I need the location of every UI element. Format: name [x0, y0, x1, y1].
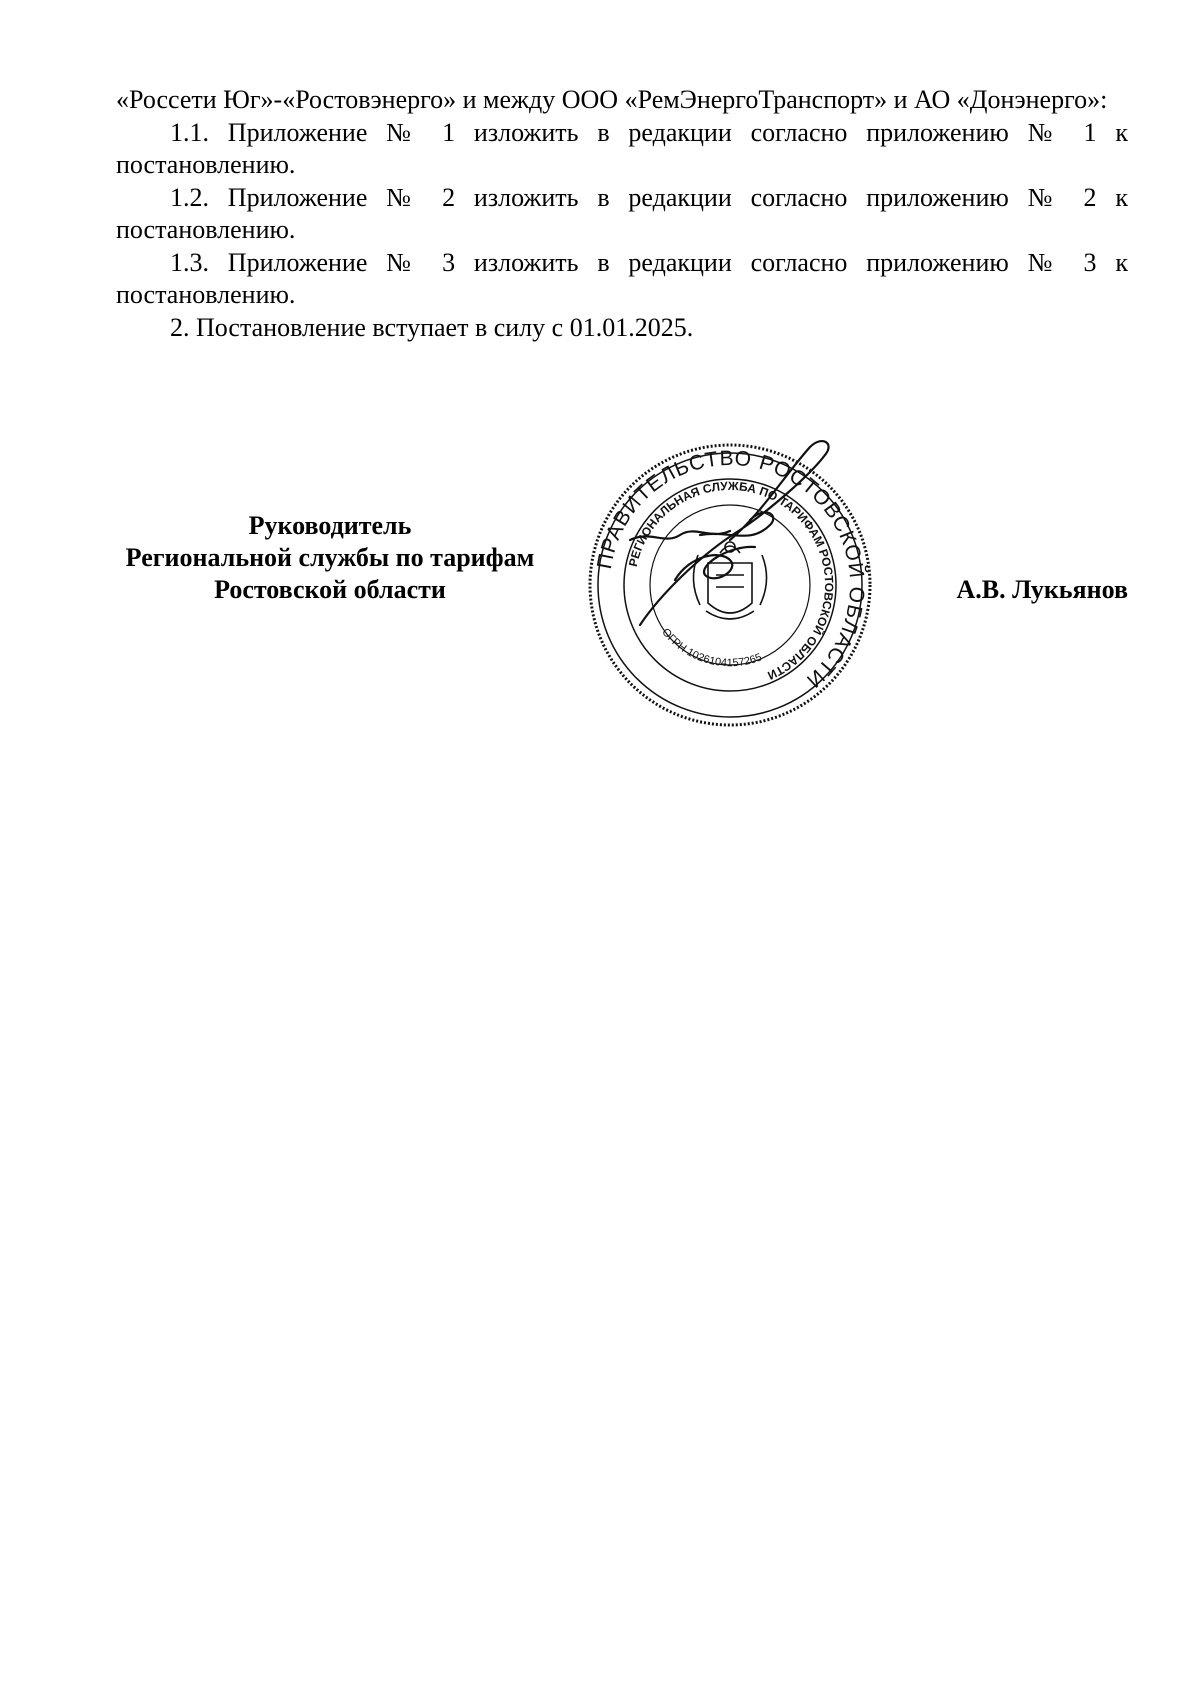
- seal-outer-text: ПРАВИТЕЛЬСТВО РОСТОВСКОЙ ОБЛАСТИ: [593, 446, 869, 693]
- signer-position: [80, 510, 580, 606]
- coat-of-arms-emblem: [693, 542, 766, 619]
- seal-inner-text: РЕГИОНАЛЬНАЯ СЛУЖБА ПО ТАРИФАМ РОСТОВСКОЙ ОБЛАСТИ: [625, 478, 837, 683]
- paragraph-item-1-2: 1.2. Приложение № 2 изложить в редакции согласно приложению № 2 к постановлению.: [116, 182, 1128, 244]
- paragraph-continuation: «Россети Юг»-«Ростовэнерго» и между ООО «РемЭнергоТранспорт» и АО «Донэнерго»:: [116, 85, 1108, 114]
- paragraph-item-2: 2. Постановление вступает в силу с 01.01.2025.: [170, 312, 694, 342]
- official-seal-with-signature: [580, 435, 880, 735]
- signer-position-line-1: Руководитель: [248, 511, 412, 540]
- signer-position-line-3: Ростовской области: [214, 575, 446, 604]
- paragraph-item-1-1: 1.1. Приложение № 1 изложить в редакции согласно приложению № 1 к постановлению.: [116, 117, 1128, 179]
- svg-text:ОГРН 1026104157265: [659, 626, 763, 669]
- document-body: [116, 84, 1128, 344]
- signer-name: А.В. Лукьянов: [956, 575, 1128, 604]
- signer-position-line-2: Региональной службы по тарифам: [125, 543, 535, 572]
- seal-ogrn-text: ОГРН 1026104157265: [659, 626, 764, 670]
- paragraph-item-1-3: 1.3. Приложение № 3 изложить в редакции согласно приложению № 3 к постановлению.: [116, 247, 1128, 309]
